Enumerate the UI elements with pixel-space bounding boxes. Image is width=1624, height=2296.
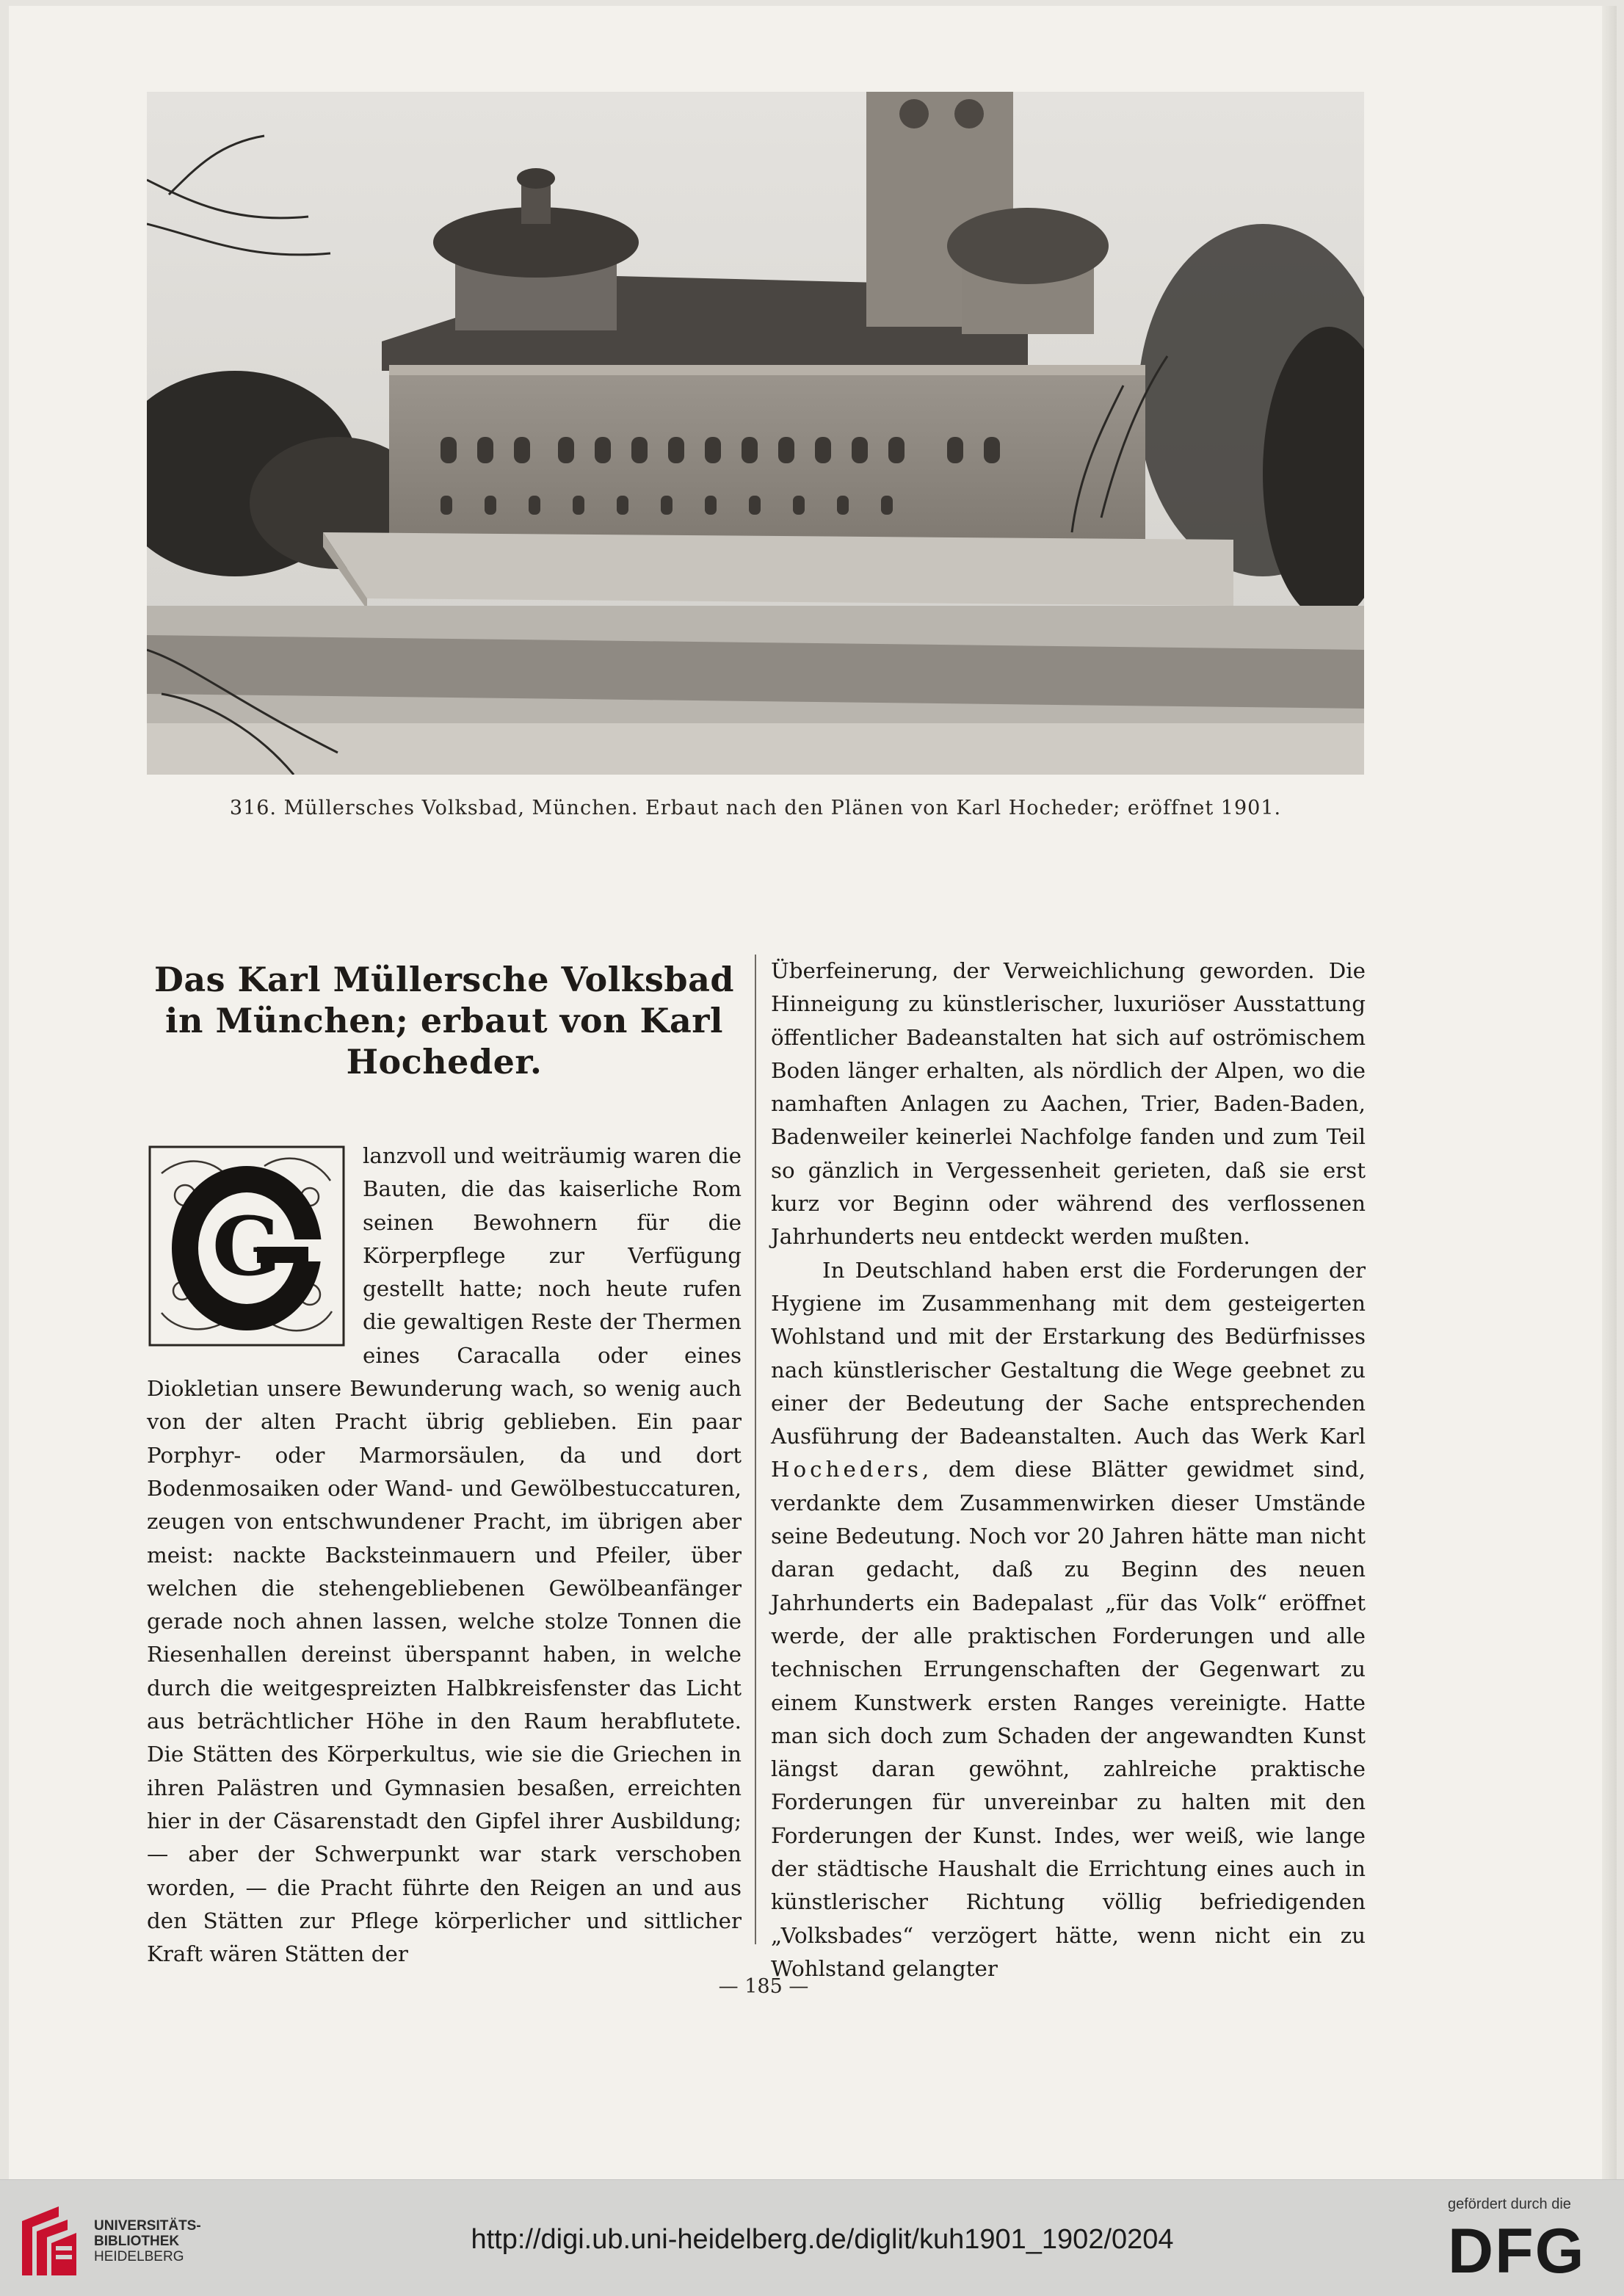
page-number: — 185 — [718,1975,809,1998]
library-name-line-2: BIBLIOTHEK [94,2234,180,2249]
building-photograph [147,92,1364,775]
page-edge-shadow [1602,6,1617,2179]
footer-bar [0,2179,1624,2296]
article-headline: Das Karl Müllersche Volksbad in München; erbaut von Karl Hocheder. [153,960,735,1082]
photo-caption: 316. Müllersches Volksbad, München. Erbaut nach den Plänen von Karl Hocheder; eröffnet 1901. [229,797,1282,819]
architect-name: Hocheders [771,1457,922,1482]
library-logo-icon [15,2199,88,2281]
initial-letter: G [212,1199,281,1294]
left-column [147,955,742,1971]
left-column-text: lanzvoll und weiträumig waren die Bauten, die das kaiserliche Rom seinen Bewohnern für die Körperpflege zur Verfügung gestellt hatte; noch heute rufen die gewaltigen Reste der Thermen eines Caracalla oder eines Diokletian unsere Bewunderung wach, so wenig auch von der alten Pracht übrig geblieben. Ein paar Porphyr- oder Marmorsäulen, da und dort Bodenmosaiken oder Wand- und Gewölbestuccaturen, zeugen von entschwundener Pracht, im übrigen aber meist: nackte Backsteinmauern und Pfeiler, über welchen die stehengebliebenen Gewölbeanfänger gerade noch ahnen lassen, welche stolze Tonnen die Riesenhallen dereinst überspannt haben, in welche durch die weitgespreizten Halbkreisfenster das Licht aus beträchtlicher Höhe in den Raum herabflutete. Die Stätten des Körperkultus, wie sie die Griechen in ihren Palästren und Gymnasien besaßen, erreichten hier in der Cäsarenstadt den Gipfel ihrer Ausbildung; — aber der Schwerpunkt war stark verschoben worden, — die Pracht führte den Reigen an und aus den Stätten zur Pflege körperlicher und sittlicher Kraft wären Stätten der [147,1143,742,1967]
source-url-link[interactable]: http://digi.ub.uni-heidelberg.de/diglit/kuh1901_1902/0204 [471,2224,1174,2255]
dfg-logo[interactable]: DFG [1448,2216,1586,2286]
ornamental-initial [147,1144,347,1348]
column-divider [755,955,756,1944]
right-column-paragraph-2 [771,1254,1366,1986]
library-name-line-1: UNIVERSITÄTS- [94,2218,201,2234]
right-column [771,955,1366,1985]
library-name-line-3: HEIDELBERG [94,2249,184,2264]
right-column-paragraph-1: Überfeinerung, der Verweichlichung geworden. Die Hinneigung zu künstlerischer, luxuriöser Ausstattung öffentlicher Badeanstalten hat sich auf oströmischem Boden länger erhalten, als nördlich der Alpen, wo die namhaften Anlagen zu Aachen, Trier, Baden-Baden, Badenweiler keinerlei Nachfolge fanden und zum Teil so gänzlich in Vergessenheit gerieten, daß sie erst kurz vor Beginn oder während des verflossenen Jahrhunderts neu entdeckt werden mußten. [771,958,1366,1250]
university-library-logo[interactable] [15,2199,88,2281]
library-name [94,2218,201,2264]
volksbad-photo-illustration [147,92,1364,775]
paragraph-2-part-a: In Deutschland haben erst die Forderungen der Hygiene im Zusammenhang mit dem gesteigerten Wohlstand und mit der Erstarkung des Bedürfnisses nach künstlerischer Gestaltung die Wege geebnet zu einer der Bedeutung der Sache entsprechenden Ausführung der Badeanstalten. Auch das Werk Karl [771,1257,1366,1449]
paragraph-2-part-b: , dem diese Blätter gewidmet sind, verdankte dem Zusammenwirken dieser Umstände seine Bedeutung. Noch vor 20 Jahren hätte man nicht daran gedacht, daß zu Beginn des neuen Jahrhunderts ein Badepalast „für das Volk“ eröffnet werde, der alle praktischen Forderungen und alle technischen Errungenschaften der Gegenwart zu einem Kunstwerk ersten Ranges vereinigte. Hatte man sich doch zum Schaden der angewandten Kunst längst daran gewöhnt, zahlreiche praktische Forderungen für unvereinbar zu halten mit den Forderungen der Kunst. Indes, wer weiß, wie lange der städtische Haushalt die Errichtung eines auch in künstlerischer Richtung völlig befriedigenden „Volksbades“ verzögert hätte, wenn nicht ein zu Wohlstand gelangter [771,1457,1366,1981]
funding-label: gefördert durch die [1448,2196,1571,2212]
ornamental-initial-g-graphic [147,1144,347,1348]
